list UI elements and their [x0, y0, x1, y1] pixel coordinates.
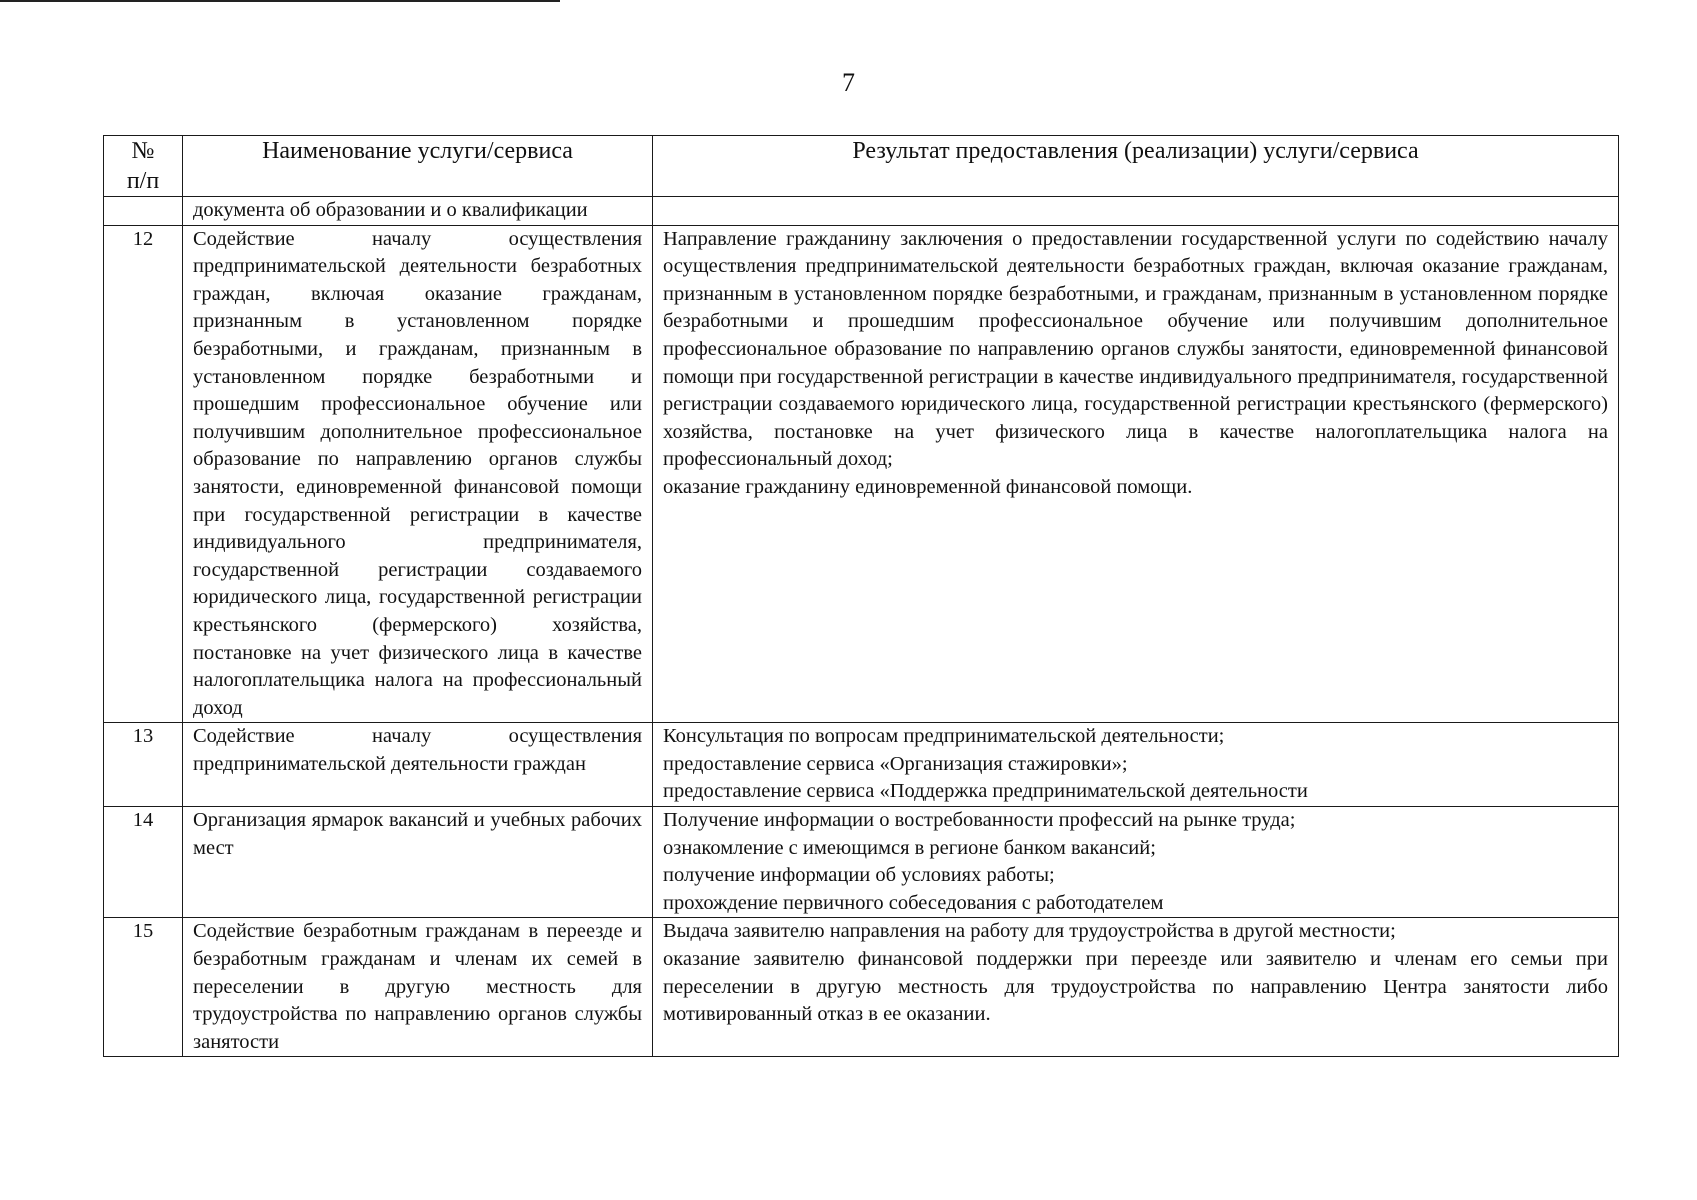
services-table	[103, 135, 1619, 1057]
table-row	[104, 225, 1619, 723]
header-service-name: Наименование услуги/сервиса	[183, 136, 653, 197]
row-service-name: документа об образовании и о квалификации	[183, 197, 653, 226]
result-line: Выдача заявителю направления на работу для трудоустройства в другой местности;	[663, 920, 1396, 943]
row-number: 13	[104, 723, 183, 807]
header-service-result: Результат предоставления (реализации) услуги/сервиса	[653, 136, 1619, 197]
result-line: Направление гражданину заключения о предоставлении государственной услуги по содействию началу осуществления предпринимательской деятельности безработных граждан, включая оказание гражданам, признанным в установленном порядке безработными, и гражданам, признанным в установленном порядке безработными и прошедшим профессиональное обучение или получившим дополнительное профессиональное образование по направлению органов службы занятости, единовременной финансовой помощи при государственной регистрации в качестве индивидуального предпринимателя, государственной регистрации создаваемого юридического лица, государственной регистрации крестьянского (фермерского) хозяйства, постановке на учет физического лица в качестве налогоплательщика налога на профессиональный доход;	[663, 227, 1608, 471]
result-line: ознакомление с имеющимся в регионе банком вакансий;	[663, 836, 1156, 859]
row-number: 14	[104, 807, 183, 918]
row-service-name: Содействие безработным гражданам в переезде и безработным гражданам и членам их семей в переселении в другую местность для трудоустройства по направлению органов службы занятости	[183, 918, 653, 1057]
result-line: Консультация по вопросам предпринимательской деятельности;	[663, 725, 1225, 748]
row-service-result	[653, 197, 1619, 226]
result-line: получение информации об условиях работы;	[663, 864, 1055, 887]
row-number	[104, 197, 183, 226]
result-line: предоставление сервиса «Поддержка предпринимательской деятельности	[663, 780, 1308, 803]
scan-edge-line	[0, 0, 560, 2]
row-service-result	[653, 723, 1619, 807]
result-line: прохождение первичного собеседования с работодателем	[663, 891, 1164, 914]
row-service-name: Организация ярмарок вакансий и учебных рабочих мест	[183, 807, 653, 918]
row-number: 15	[104, 918, 183, 1057]
row-number: 12	[104, 225, 183, 723]
row-service-name: Содействие началу осуществления предпринимательской деятельности граждан	[183, 723, 653, 807]
result-line: предоставление сервиса «Организация стажировки»;	[663, 752, 1128, 775]
table-row	[104, 918, 1619, 1057]
table-header-row	[104, 136, 1619, 197]
row-service-result	[653, 225, 1619, 723]
row-service-result	[653, 918, 1619, 1057]
table-row	[104, 807, 1619, 918]
table-row	[104, 197, 1619, 226]
result-line: оказание гражданину единовременной финансовой помощи.	[663, 475, 1193, 498]
result-line: оказание заявителю финансовой поддержки при переезде или заявителю и членам его семьи при переселении в другую местность для трудоустройства по направлению Центра занятости либо мотивированный отказ в ее оказании.	[663, 948, 1608, 1026]
header-number-abbrev: п/п	[126, 168, 160, 194]
header-number-symbol: №	[131, 138, 155, 164]
page-number: 7	[842, 68, 855, 97]
row-service-result	[653, 807, 1619, 918]
table-row	[104, 723, 1619, 807]
row-service-name: Содействие началу осуществления предпринимательской деятельности безработных граждан, включая оказание гражданам, признанным в установленном порядке безработными, и гражданам, признанным в установленном порядке безработными и прошедшим профессиональное обучение или получившим дополнительное профессиональное образование по направлению органов службы занятости, единовременной финансовой помощи при государственной регистрации в качестве индивидуального предпринимателя, государственной регистрации создаваемого юридического лица, государственной регистрации крестьянского (фермерского) хозяйства, постановке на учет физического лица в качестве налогоплательщика налога на профессиональный доход	[183, 225, 653, 723]
result-line: Получение информации о востребованности профессий на рынке труда;	[663, 809, 1296, 832]
header-number	[104, 136, 183, 197]
